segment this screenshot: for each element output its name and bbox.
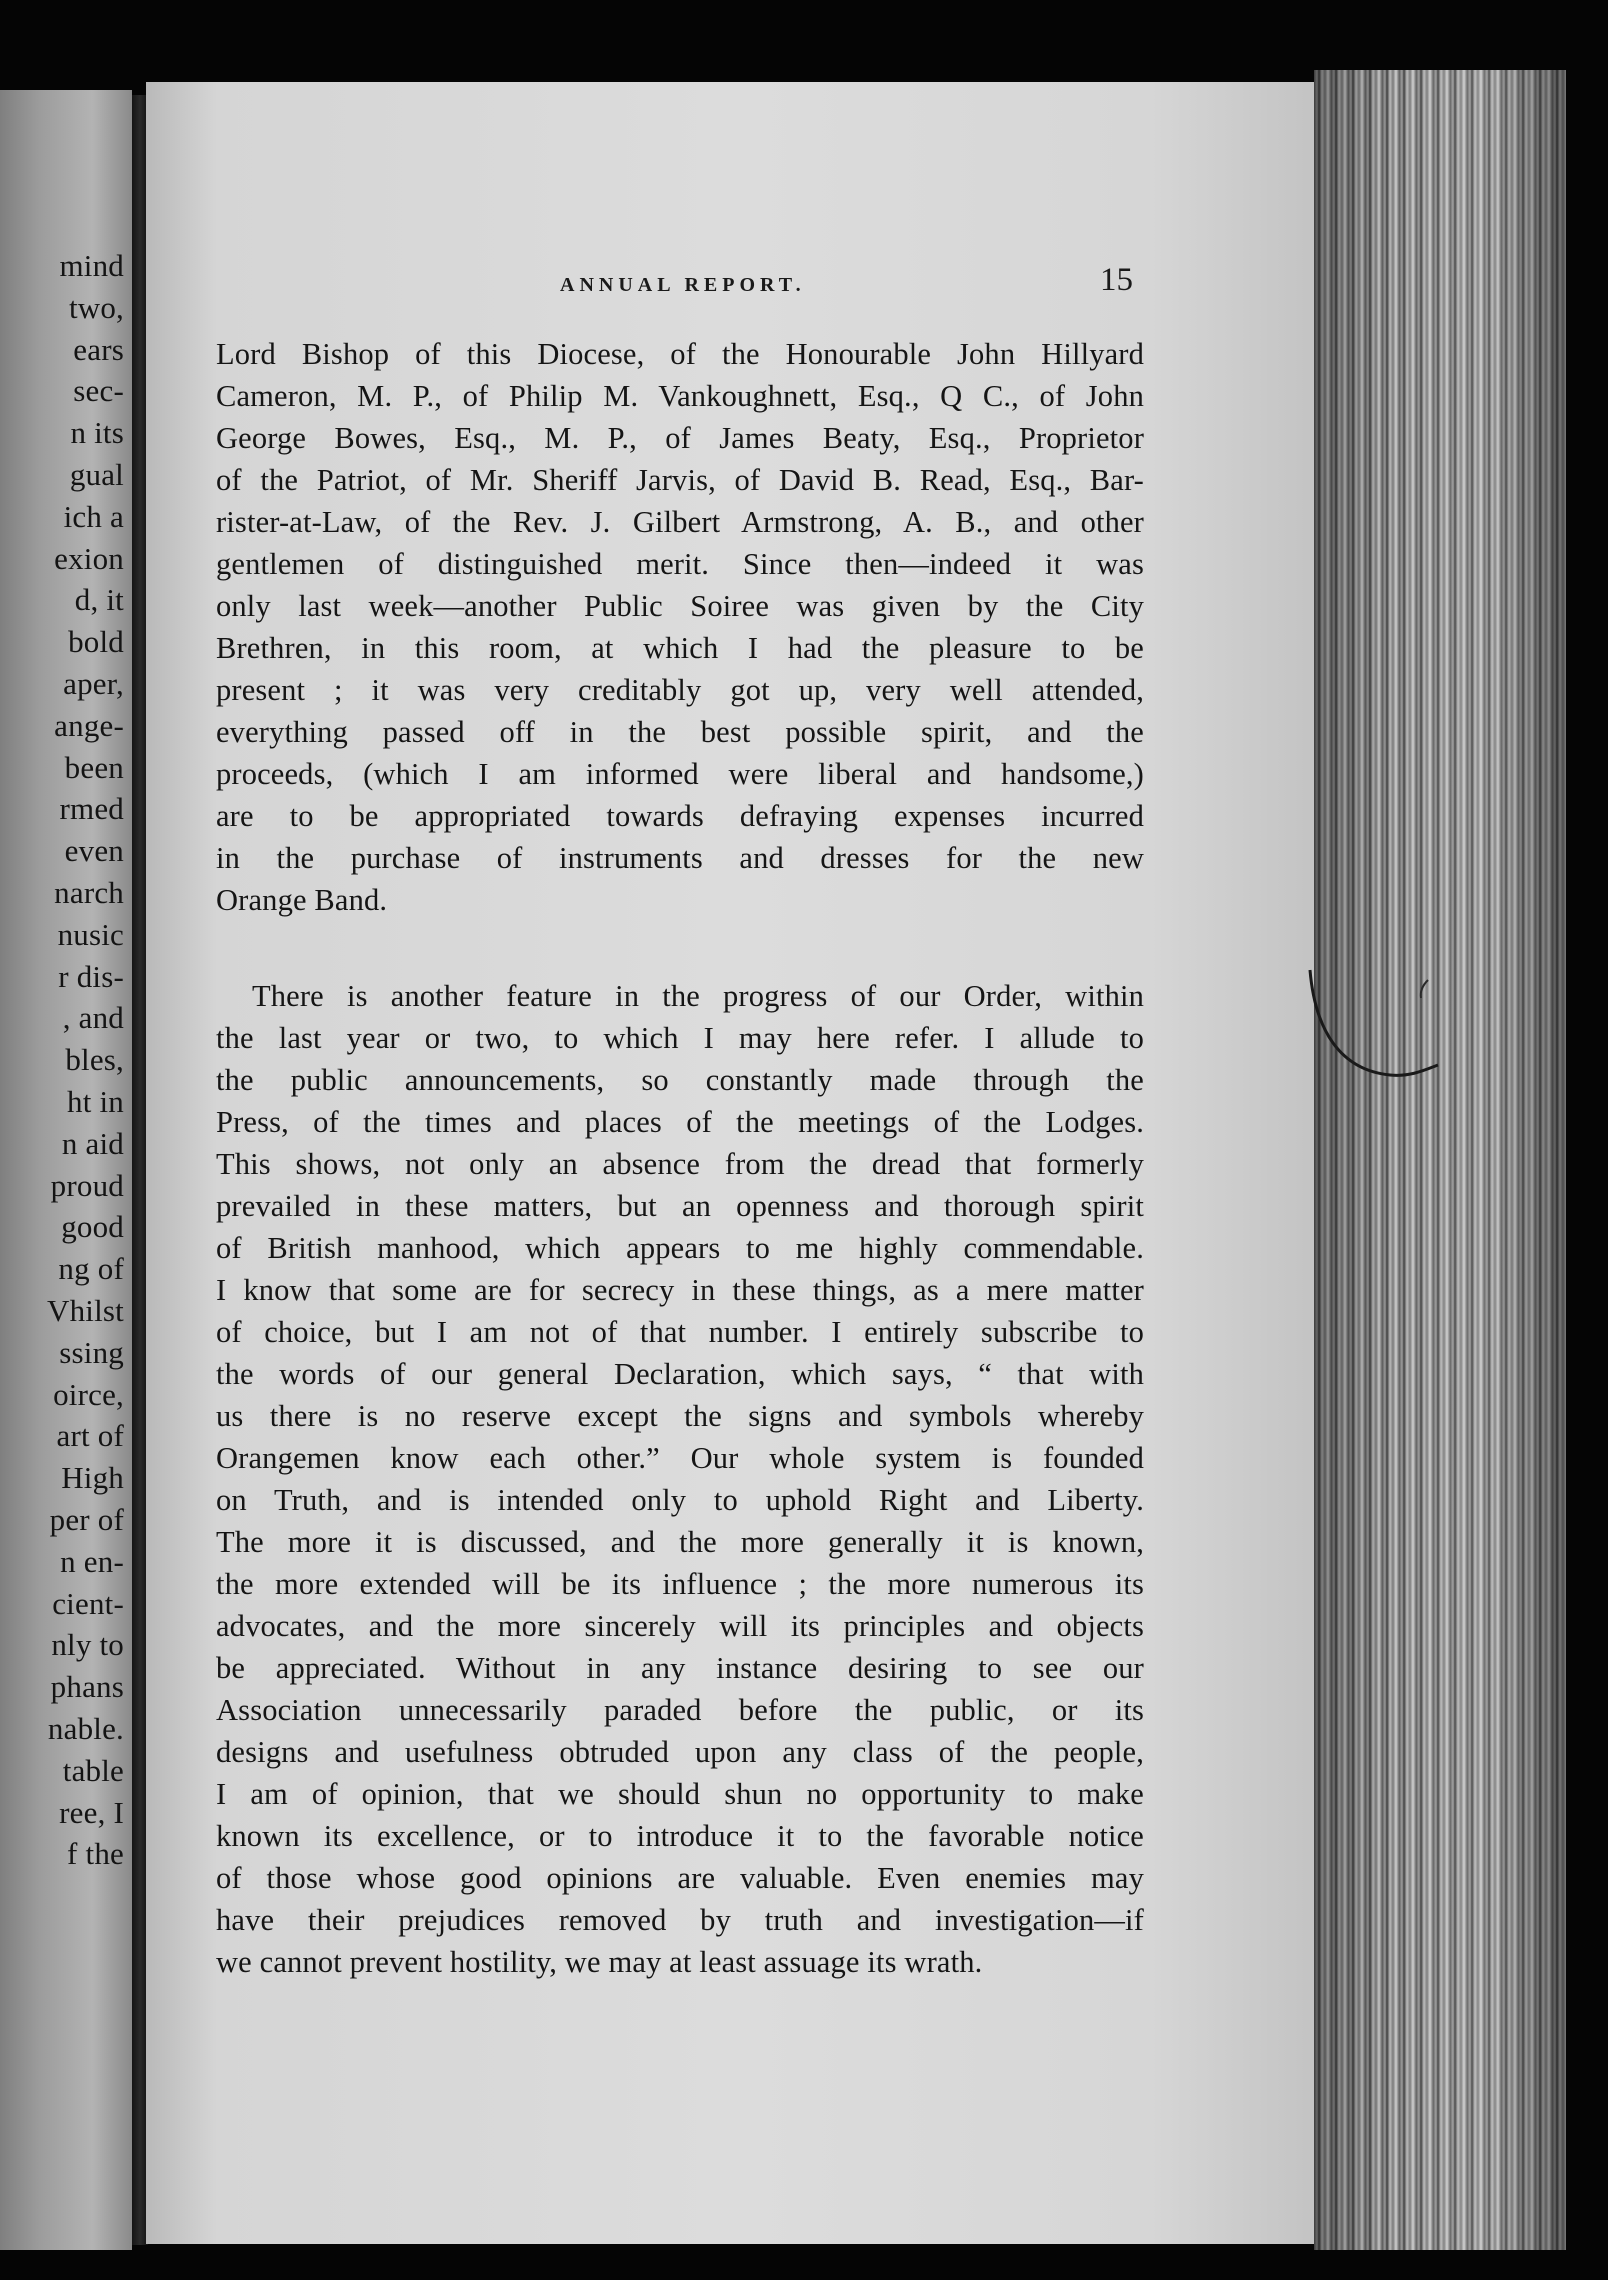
left-page-line: art of [56,1418,124,1454]
left-page-line: ears [73,331,124,367]
left-page-line: nable. [47,1711,124,1746]
left-page-line: mind [59,248,124,283]
text-line: George Bowes, Esq., M. P., of James Beaty, Esq., Proprietor [216,421,1144,455]
text-line: Orange Band. [216,883,388,917]
page-edges-shade [1314,70,1566,2250]
text-line: known its excellence, or to introduce it to the favorable notice [216,1819,1144,1853]
left-page-line: even [64,833,124,869]
text-line: only last week—another Public Soiree was given by the City [216,589,1144,623]
left-page-line: gual [69,457,124,492]
left-page-line: ht in [67,1084,124,1119]
left-page-line: r dis- [58,958,124,994]
paragraph-2 [216,975,1144,1983]
left-page-line: nly to [51,1627,124,1663]
text-line: rister-at-Law, of the Rev. J. Gilbert Armstrong, A. B., and other [216,505,1144,539]
left-page-line: bles, [65,1042,124,1078]
ink-mark [1300,960,1440,1120]
text-line: Lord Bishop of this Diocese, of the Honourable John Hillyard [216,337,1144,371]
left-page-line: cient- [52,1585,124,1621]
left-page-line: n en- [60,1543,124,1579]
text-line: we cannot prevent hostility, we may at least assuage its wrath. [216,1945,983,1979]
text-line: present ; it was very creditably got up, very well attended, [216,673,1144,707]
text-line: gentlemen of distinguished merit. Since then—indeed it was [216,547,1144,581]
left-page-fragment [0,90,132,2250]
left-page-line: rmed [59,791,124,827]
left-page-line: phans [50,1669,124,1705]
left-page-line: narch [54,875,124,910]
left-page-line: two, [68,289,124,325]
left-page-line: exion [54,540,124,576]
text-line: the words of our general Declaration, which says, “ that with [216,1357,1144,1391]
text-line: everything passed off in the best possible spirit, and the [216,715,1144,749]
text-line: Orangemen know each other.” Our whole system is founded [216,1441,1144,1475]
left-page-line: ree, I [59,1794,124,1830]
text-line: of choice, but I am not of that number. I entirely subscribe to [216,1315,1144,1349]
left-page-line: n its [70,415,124,451]
text-line: Brethren, in this room, at which I had the pleasure to be [216,631,1144,665]
left-page-line: oirce, [53,1376,124,1412]
text-line: have their prejudices removed by truth and investigation—if [216,1903,1144,1937]
text-line: Cameron, M. P., of Philip M. Vankoughnett, Esq., Q C., of John [216,379,1144,413]
text-line: on Truth, and is intended only to uphold Right and Liberty. [216,1483,1144,1517]
text-line: the last year or two, to which I may here refer. I allude to [216,1021,1144,1055]
left-page-line: nusic [57,916,124,952]
text-line: I know that some are for secrecy in these things, as a mere matter [216,1273,1144,1307]
text-line: I am of opinion, that we should shun no opportunity to make [216,1777,1144,1811]
text-line: There is another feature in the progress of our Order, within [252,979,1144,1013]
text-line: be appreciated. Without in any instance desiring to see our [216,1651,1144,1685]
left-page-line: Vhilst [47,1293,124,1328]
left-page-line: per of [49,1502,124,1537]
text-line: the public announcements, so constantly made through the [216,1063,1144,1097]
left-page-line: ssing [59,1334,124,1370]
left-page-line: f the [67,1836,124,1872]
left-page-line: sec- [73,373,124,409]
text-line: us there is no reserve except the signs and symbols whereby [216,1399,1144,1433]
left-page-line: been [64,749,124,785]
left-page-line: ange- [54,707,124,743]
text-line: advocates, and the more sincerely will its principles and objects [216,1609,1144,1643]
left-page-line: aper, [63,666,124,701]
text-line: proceeds, (which I am informed were liberal and handsome,) [216,757,1144,791]
text-line: are to be appropriated towards defraying expenses incurred [216,799,1144,833]
left-page-line: bold [68,624,124,660]
text-line: the more extended will be its influence ; the more numerous its [216,1567,1144,1601]
text-line: of the Patriot, of Mr. Sheriff Jarvis, of David B. Read, Esq., Bar- [216,463,1144,497]
left-page-line: , and [62,1000,124,1036]
left-page-line: good [61,1209,124,1245]
left-page-line: ich a [63,498,124,534]
text-line: designs and usefulness obtruded upon any class of the people, [216,1735,1144,1769]
left-page-line: table [62,1752,124,1788]
text-line: of those whose good opinions are valuable. Even enemies may [216,1861,1144,1895]
text-line: Association unnecessarily paraded before the public, or its [216,1693,1144,1727]
left-page-line: n aid [61,1125,124,1161]
text-line: in the purchase of instruments and dresses for the new [216,841,1144,875]
left-page-line: d, it [74,582,124,618]
left-page-line: ng of [58,1251,124,1287]
text-line: of British manhood, which appears to me highly commendable. [216,1231,1144,1265]
text-line: This shows, not only an absence from the dread that formerly [216,1147,1144,1181]
text-line: The more it is discussed, and the more generally it is known, [216,1525,1144,1559]
running-head: ANNUAL REPORT. [560,274,806,296]
page-number: 15 [1100,262,1133,298]
left-page-line: proud [50,1167,124,1203]
paragraph-1 [216,333,1144,921]
text-line: prevailed in these matters, but an openness and thorough spirit [216,1189,1144,1223]
text-line: Press, of the times and places of the meetings of the Lodges. [216,1105,1144,1139]
left-page-line: High [61,1460,124,1496]
